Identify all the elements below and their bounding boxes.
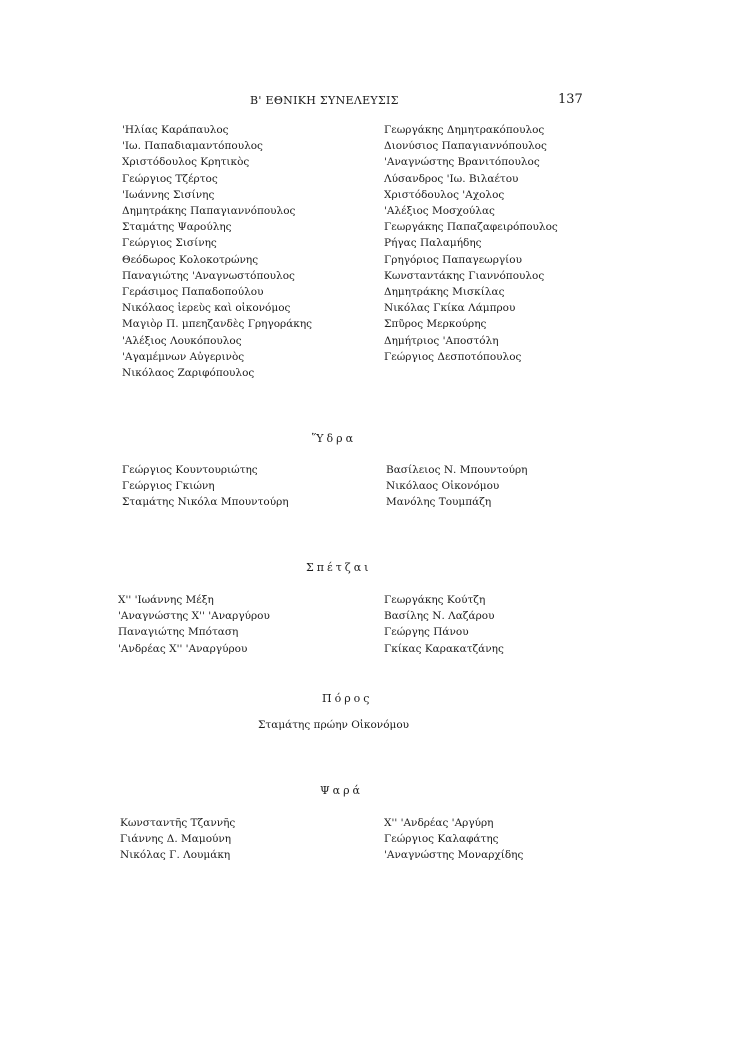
- name-entry: Ρήγας Παλαμήδης: [384, 237, 482, 250]
- name-entry: Γεώργιος Γκιώνη: [122, 480, 215, 493]
- name-entry: 'Αλέξιος Λουκόπουλος: [122, 334, 242, 347]
- spetses-left-column: [118, 592, 270, 657]
- name-entry: Παναγιώτης Μπόταση: [118, 626, 239, 639]
- name-entry: Κωνσταντῆς Τζαννῆς: [120, 817, 236, 829]
- name-entry: 'Αναγνώστης Χ'' 'Αναργύρου: [118, 610, 270, 623]
- name-entry: Δημητράκης Παπαγιαννόπουλος: [122, 205, 296, 218]
- hydra-right-column: [386, 462, 527, 511]
- block1-right-column: [384, 122, 558, 365]
- name-entry: Μαγιὸρ Π. μπεηζανδὲς Γρηγοράκης: [122, 318, 313, 331]
- name-entry: Νικόλας Γκίκα Λάμπρου: [384, 302, 516, 315]
- page-number: 137: [558, 92, 583, 107]
- name-entry: 'Ηλίας Καράπαυλος: [122, 124, 229, 136]
- name-entry: 'Ανδρέας Χ'' 'Αναργύρου: [118, 642, 248, 655]
- name-entry: Διονύσιος Παπαγιαννόπουλος: [384, 140, 547, 153]
- name-entry: 'Ιω. Παπαδιαμαντόπουλος: [122, 140, 263, 153]
- psara-right-column: [384, 815, 523, 864]
- block1-left-column: [122, 122, 312, 381]
- name-entry: Νικόλαος Οἰκονόμου: [386, 480, 500, 493]
- name-entry: Γεώργιος Κουντουριώτης: [122, 464, 258, 476]
- name-entry: Γεώργιος Σισίνης: [122, 237, 217, 250]
- section-heading-poros: Πόρος: [322, 692, 373, 705]
- name-entry: 'Αγαμέμνων Αὐγερινὸς: [122, 350, 245, 363]
- name-entry: Παναγιώτης 'Αναγνωστόπουλος: [122, 269, 295, 282]
- name-entry: Κωνσταντάκης Γιαννόπουλος: [384, 269, 545, 282]
- name-entry: Λύσανδρος 'Ιω. Βιλαέτου: [384, 172, 519, 185]
- name-entry: 'Αλέξιος Μοσχούλας: [384, 205, 495, 218]
- name-entry: Χ'' 'Ανδρέας 'Αργύρη: [384, 817, 494, 829]
- name-entry: Γεωργάκης Δημητρακόπουλος: [384, 124, 545, 136]
- name-entry: Χ'' 'Ιωάννης Μέξη: [118, 594, 214, 606]
- name-entry: Σταμάτης Ψαρούλης: [122, 221, 232, 234]
- name-entry: Γεώργιος Τζέρτος: [122, 172, 218, 185]
- spetses-right-column: [384, 592, 504, 657]
- name-entry: 'Ιωάννης Σισίνης: [122, 188, 215, 201]
- name-entry: Γκίκας Καρακατζάνης: [384, 642, 504, 655]
- name-entry: 'Αναγνώστης Μοναρχίδης: [384, 849, 524, 862]
- name-entry: Νικόλαος ἱερεὺς καὶ οἰκονόμος: [122, 302, 291, 315]
- name-entry: Χριστόδουλος Κρητικὸς: [122, 156, 250, 169]
- name-entry: Σταμάτης Νικόλα Μπουντούρη: [122, 496, 289, 509]
- name-entry: 'Αναγνώστης Βρανιτόπουλος: [384, 156, 540, 169]
- name-entry: Γεώργιος Καλαφάτης: [384, 833, 499, 846]
- name-entry: Χριστόδουλος 'Αχολος: [384, 188, 505, 201]
- poros-name-entry: Σταμάτης πρώην Οἰκονόμου: [258, 719, 410, 731]
- name-entry: Δημητράκης Μισκίλας: [384, 286, 505, 299]
- name-entry: Γεωργάκης Κούτζη: [384, 594, 486, 606]
- name-entry: Μανόλης Τουμπάζη: [386, 496, 492, 509]
- name-entry: Βασίλειος Ν. Μπουντούρη: [386, 464, 528, 476]
- name-entry: Νικόλαος Ζαριφόπουλος: [122, 367, 255, 380]
- running-header: Β' ΕΘΝΙΚΗ ΣΥΝΕΛΕΥΣΙΣ: [250, 94, 399, 107]
- name-entry: Θεόδωρος Κολοκοτρώνης: [122, 253, 259, 266]
- name-entry: Γρηγόριος Παπαγεωργίου: [384, 253, 522, 266]
- name-entry: Νικόλας Γ. Λουμάκη: [120, 849, 231, 862]
- name-entry: Βασίλης Ν. Λαζάρου: [384, 610, 495, 623]
- section-heading-psara: Ψαρά: [320, 784, 363, 797]
- section-heading-hydra: Ὕδρα: [312, 432, 357, 445]
- name-entry: Γεώργιος Δεσποτόπουλος: [384, 350, 522, 363]
- hydra-left-column: [122, 462, 289, 511]
- name-entry: Γεωργάκης Παπαζαφειρόπουλος: [384, 221, 558, 234]
- name-entry: Γιάννης Δ. Μαμούνη: [120, 833, 232, 846]
- name-entry: Δημήτριος 'Αποστόλη: [384, 334, 499, 347]
- name-entry: Γεράσιμος Παπαδοπούλου: [122, 286, 264, 299]
- name-entry: Γεώργης Πάνου: [384, 626, 469, 639]
- psara-left-column: [120, 815, 235, 864]
- section-heading-spetses: Σπέτζαι: [306, 561, 372, 574]
- name-entry: Σπῦρος Μερκούρης: [384, 318, 487, 331]
